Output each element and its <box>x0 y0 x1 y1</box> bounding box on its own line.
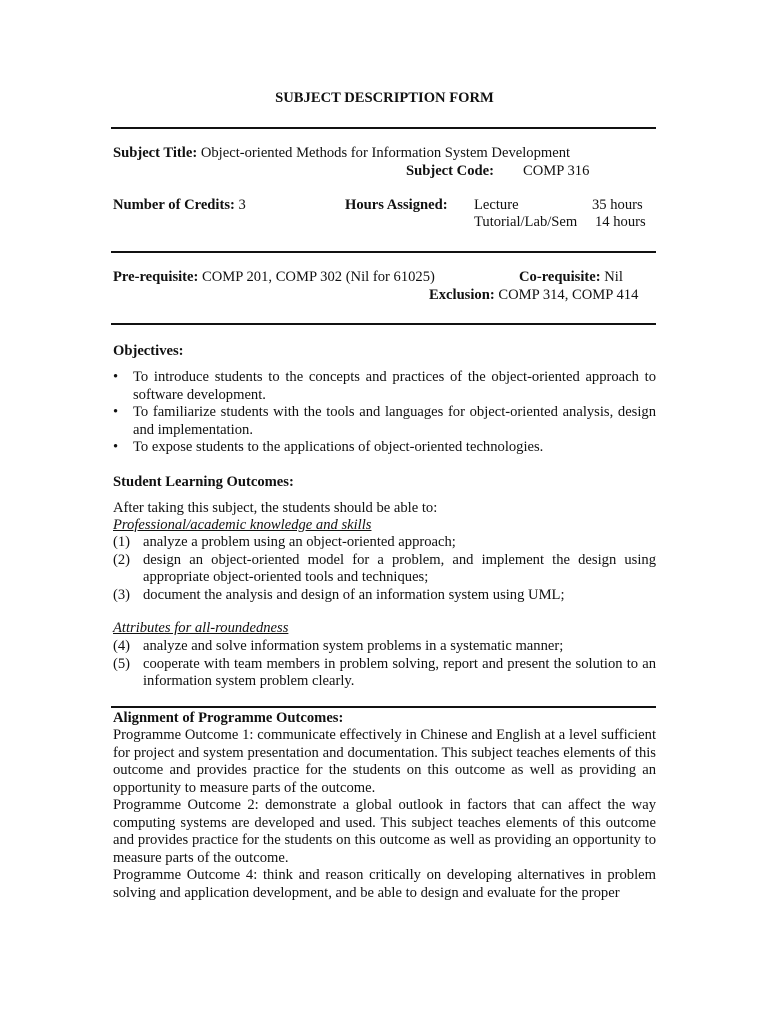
prereq-value: COMP 201, COMP 302 (Nil for 61025) <box>202 269 435 285</box>
slo-group2-title: Attributes for all-roundedness <box>113 620 289 636</box>
objectives-heading: Objectives: <box>113 343 184 359</box>
prereq-label: Pre-requisite: <box>113 269 199 285</box>
divider-alignment <box>111 706 656 708</box>
slo-group1-list <box>113 534 656 604</box>
exclusion-value: COMP 314, COMP 414 <box>498 287 639 303</box>
bullet-icon: • <box>113 369 119 385</box>
form-title: SUBJECT DESCRIPTION FORM <box>275 90 494 106</box>
list-item: • To introduce students to the concepts and practices of the object-oriented approach to software development. <box>113 369 656 403</box>
bullet-icon: • <box>113 404 119 420</box>
programme-outcome: Programme Outcome 1: communicate effectively in Chinese and English at a level sufficient for project and system presentation and documentation. This subject teaches elements of this outcome and provides practice for the students on this outcome as well as providing an opportunity to measure parts of the outcome. <box>113 727 656 796</box>
list-item: • To familiarize students with the tools and languages for object-oriented analysis, design and implementation. <box>113 404 656 438</box>
programme-outcome: Programme Outcome 2: demonstrate a global outlook in factors that can affect the way computing systems are developed and used. This subject teaches elements of this outcome and provides practice for the students on this outcome as well as providing an opportunity to measure parts of the outcome. <box>113 797 656 866</box>
subject-title: Object-oriented Methods for Information System Development <box>200 145 571 161</box>
credits-value: 3 <box>238 197 246 213</box>
subject-code: COMP 316 <box>523 163 590 179</box>
slo-group1-title: Professional/academic knowledge and skills <box>113 517 372 533</box>
programme-outcome: Programme Outcome 4: think and reason critically on developing alternatives in problem solving and application development, and be able to design and evaluate for the proper <box>113 867 656 901</box>
prereq-row <box>113 269 435 287</box>
credits-label: Number of Credits: <box>113 197 235 213</box>
coreq-row <box>519 269 623 287</box>
programme-outcomes <box>113 727 656 902</box>
objectives-list <box>113 369 656 457</box>
document-page <box>113 0 656 1024</box>
credits-row <box>113 197 246 215</box>
subject-code-row <box>406 163 494 181</box>
slo-intro: After taking this subject, the students should be able to: <box>113 500 438 516</box>
list-item: (2) design an object-oriented model for a problem, and implement the design using appropriate object-oriented tools and techniques; <box>113 551 656 585</box>
hours-amount-tutorial: 14 hours <box>595 214 646 230</box>
exclusion-row <box>429 287 638 305</box>
subject-code-label: Subject Code: <box>406 163 494 179</box>
coreq-label: Co-requisite: <box>519 269 601 285</box>
hours-label: Hours Assigned: <box>345 197 448 213</box>
alignment-heading: Alignment of Programme Outcomes: <box>113 710 344 726</box>
list-item: (5) cooperate with team members in problem solving, report and present the solution to an information system problem clearly. <box>113 655 656 689</box>
coreq-value: Nil <box>604 269 623 285</box>
divider-top <box>111 127 656 129</box>
subject-title-row <box>113 145 656 163</box>
divider-middle <box>111 251 656 253</box>
list-item: (3) document the analysis and design of an information system using UML; <box>113 586 565 603</box>
slo-group2-list <box>113 638 656 691</box>
list-item: • To expose students to the applications of object-oriented technologies. <box>113 439 544 455</box>
divider-lower <box>111 323 656 325</box>
slo-heading: Student Learning Outcomes: <box>113 474 294 490</box>
hours-type-tutorial: Tutorial/Lab/Sem <box>474 214 578 230</box>
list-item: (4) analyze and solve information system problems in a systematic manner; <box>113 638 564 654</box>
subject-title-label: Subject Title: <box>113 145 198 161</box>
exclusion-label: Exclusion: <box>429 287 495 303</box>
hours-amount-lecture: 35 hours <box>592 197 643 213</box>
list-item: (1) analyze a problem using an object-oriented approach; <box>113 534 456 550</box>
bullet-icon: • <box>113 439 119 455</box>
hours-type-lecture: Lecture <box>474 197 519 213</box>
